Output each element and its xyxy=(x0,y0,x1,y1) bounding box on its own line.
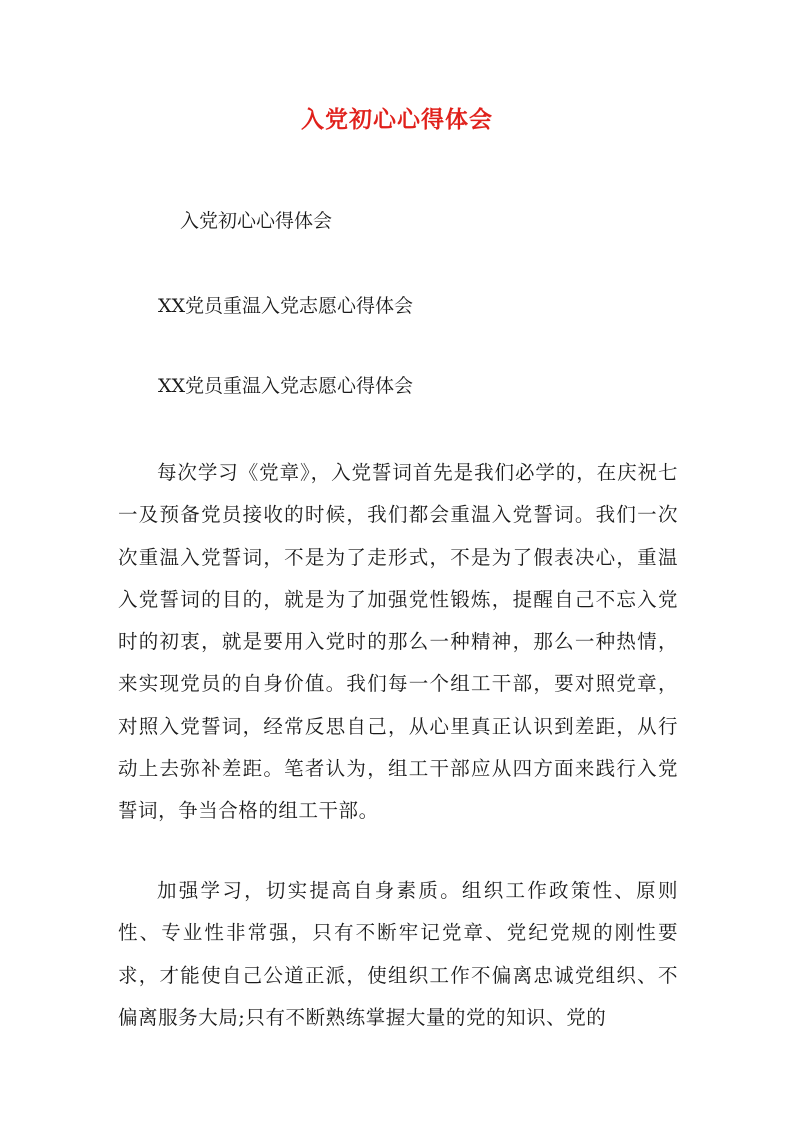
body-paragraph: 加强学习，切实提高自身素质。组织工作政策性、原则性、专业性非常强，只有不断牢记党章、党纪党规的刚性要求，才能使自己公道正派，使组织工作不偏离忠诚党组织、不偏离服务大局;只有不断熟练掌握大量的党的知识、党的 xyxy=(118,879,678,1029)
subtitle-line: 入党初心心得体会 xyxy=(180,210,333,232)
heading-line: XX党员重温入党志愿心得体会 xyxy=(158,375,414,397)
body-paragraph: 每次学习《党章》，入党誓词首先是我们必学的，在庆祝七一及预备党员接收的时候，我们都会重温入党誓词。我们一次次重温入党誓词，不是为了走形式，不是为了假表决心，重温入党誓词的目的，就是为了加强党性锻炼，提醒自己不忘入党时的初衷，就是要用入党时的那么一种精神，那么一种热情，来实现党员的自身价值。我们每一个组工干部，要对照党章，对照入党誓词，经常反思自己，从心里真正认识到差距，从行动上去弥补差距。笔者认为，组工干部应从四方面来践行入党誓词，争当合格的组工干部。 xyxy=(118,461,678,823)
document-title: 入党初心心得体会 xyxy=(301,106,493,133)
heading-line: XX党员重温入党志愿心得体会 xyxy=(158,295,414,317)
